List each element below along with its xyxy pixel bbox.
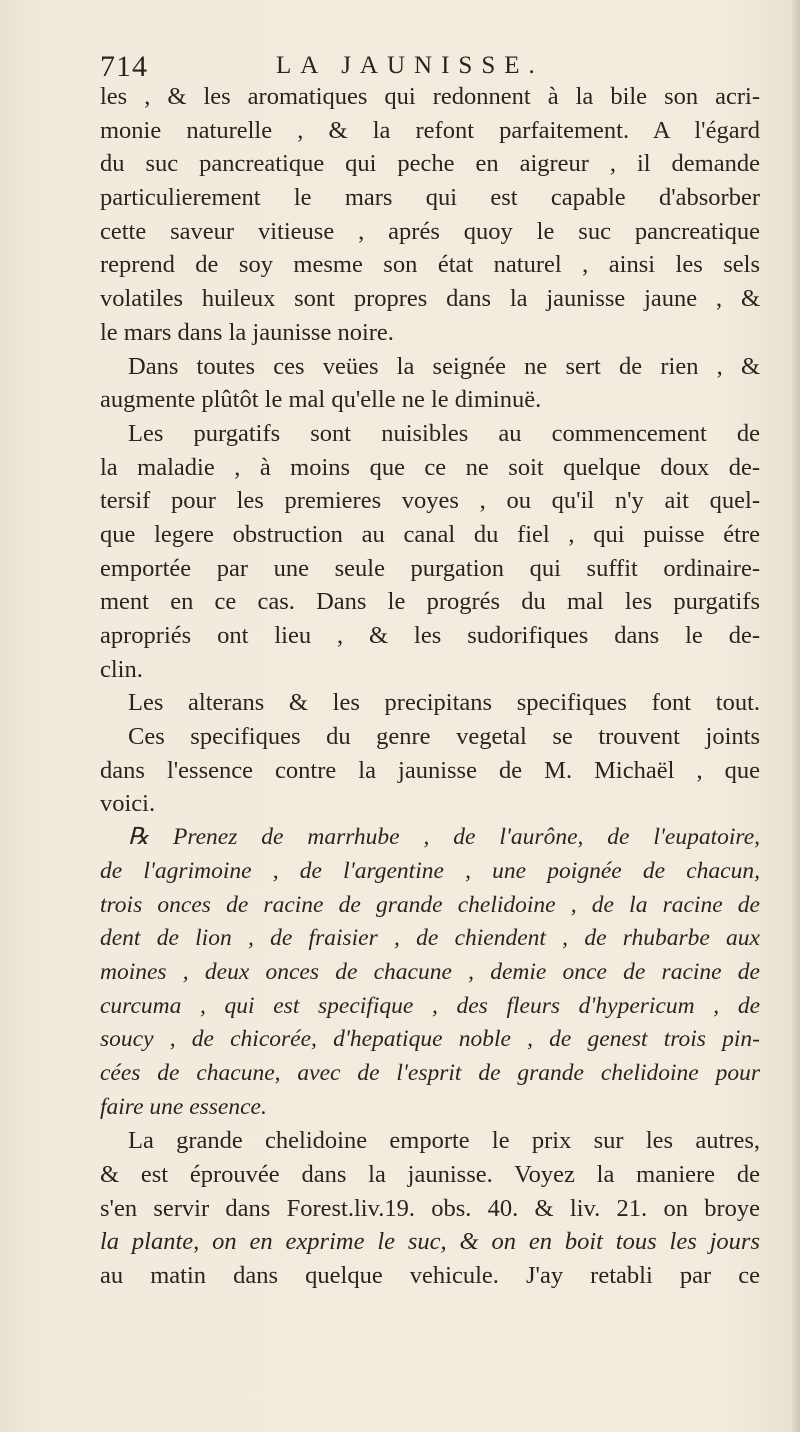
text-line: Les alterans & les precipitans specifiques font tout. — [128, 689, 760, 717]
body-text — [100, 80, 760, 1293]
text-line: ment en ce cas. Dans le progrés du mal les purgatifs — [100, 588, 760, 616]
text-line: les , & les aromatiques qui redonnent à la bile son acri- — [100, 83, 760, 110]
text-line: tersif pour les premieres voyes , ou qu'il n'y ait quel- — [100, 487, 760, 515]
recipe-line: dent de lion , de fraisier , de chiendent , de rhubarbe aux — [100, 925, 760, 952]
text-line: emportée par une seule purgation qui suffit ordinaire- — [100, 554, 760, 582]
text-line: apropriés ont lieu , & les sudorifiques dans le de- — [100, 622, 760, 649]
text-line: le mars dans la jaunisse noire. — [100, 318, 394, 346]
text-line: voici. — [100, 790, 156, 818]
text-line: & est éprouvée dans la jaunisse. Voyez la maniere de — [100, 1161, 760, 1188]
recipe-line: cées de chacune, avec de l'esprit de grande chelidoine pour — [100, 1059, 760, 1086]
text-line: clin. — [100, 655, 143, 683]
text-line: du suc pancreatique qui peche en aigreur , il demande — [100, 150, 760, 178]
text-line: la plante, on en exprime le suc, & on en boit tous les jours — [100, 1228, 760, 1256]
text-line: s'en servir dans Forest.liv.19. obs. 40. & liv. 21. on broye — [100, 1194, 760, 1222]
text-line: augmente plûtôt le mal qu'elle ne le diminuë. — [100, 386, 542, 414]
page-edge — [792, 0, 800, 1432]
recipe-line: soucy , de chicorée, d'hepatique noble , de genest trois pin- — [100, 1026, 760, 1053]
text-line: dans l'essence contre la jaunisse de M. Michaël , que — [100, 756, 760, 784]
recipe-line: ℞ Prenez de marrhube , de l'aurône, de l'eupatoire, — [128, 824, 760, 851]
text-line: la maladie , à moins que ce ne soit quelque doux de- — [100, 453, 760, 481]
text-line: Les purgatifs sont nuisibles au commencement de — [128, 419, 760, 447]
text-line: au matin dans quelque vehicule. J'ay retabli par ce — [100, 1262, 760, 1290]
text-line: cette saveur vitieuse , aprés quoy le suc pancreatique — [100, 217, 760, 245]
text-line: volatiles huileux sont propres dans la jaunisse jaune , & — [100, 285, 760, 313]
recipe-line: curcuma , qui est specifique , des fleurs d'hypericum , de — [100, 992, 760, 1019]
text-line: reprend de soy mesme son état naturel , ainsi les sels — [100, 251, 760, 279]
text-line: La grande chelidoine emporte le prix sur les autres, — [128, 1127, 760, 1155]
text-line: que legere obstruction au canal du fiel , qui puisse étre — [100, 520, 760, 548]
running-title: LA JAUNISSE. — [276, 52, 544, 79]
recipe-line: de l'agrimoine , de l'argentine , une poignée de chacun, — [100, 857, 760, 884]
text-line: Dans toutes ces veües la seignée ne sert de rien , & — [128, 352, 760, 380]
text-line: monie naturelle , & la refont parfaitement. A l'égard — [100, 116, 760, 144]
recipe-line: faire une essence. — [100, 1093, 267, 1120]
recipe-line: moines , deux onces de chacune , demie once de racine de — [100, 958, 760, 985]
recipe-block — [100, 821, 760, 1124]
page-number: 714 — [100, 50, 148, 83]
text-line: Ces specifiques du genre vegetal se trouvent joints — [128, 723, 760, 751]
recipe-line: trois onces de racine de grande chelidoine , de la racine de — [100, 891, 760, 918]
text-line: particulierement le mars qui est capable d'absorber — [100, 184, 760, 212]
